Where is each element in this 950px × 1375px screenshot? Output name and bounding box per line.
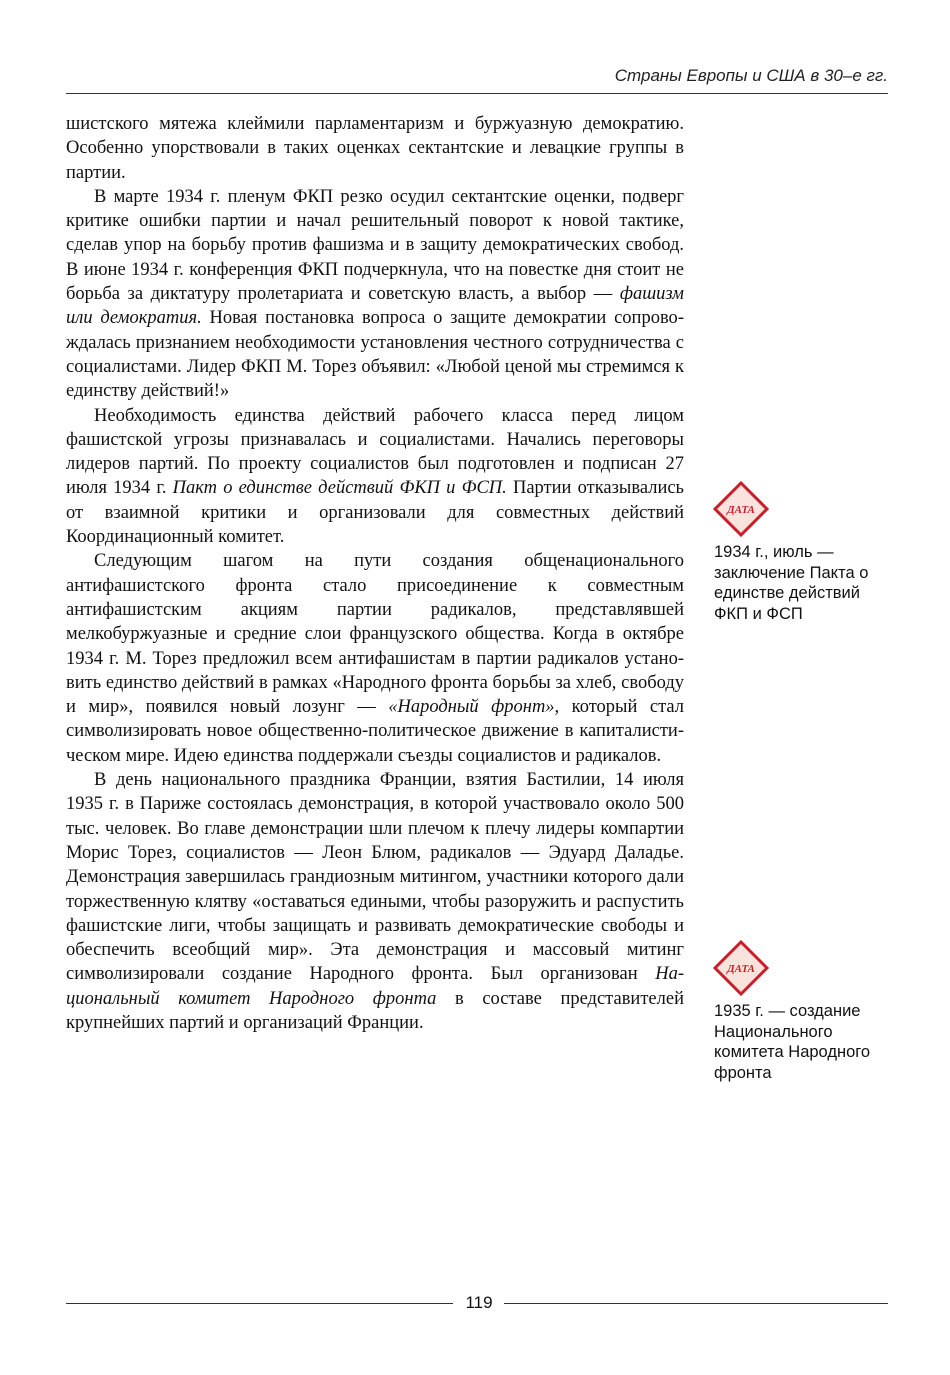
emphasis-text: фашизм или демократия. (66, 284, 684, 329)
paragraph-text: шистского мятежа клеймили парламентаризм и буржуазную демократию. Особенно упорствовали в таких оценках сектантские и левацкие группы в партии. (66, 114, 684, 183)
paragraph-4 (66, 549, 684, 768)
footer-rule-left (66, 1303, 453, 1304)
paragraph-text: В марте 1934 г. пленум ФКП резко осудил сектантские оценки, подверг критике ошибки партии и начал решительный поворот к новой тактике, сделав упор на борьбу против фашизма и в защиту демократических свобод. В июне 1934 г. конференция ФКП подчеркнула, что на повестке дня стоит не борьба за диктатуру пролетариата и советскую власть, а выбор — (66, 186, 684, 305)
paragraph-1 (66, 112, 684, 185)
paragraph-text: Новая постановка вопроса о защите демократии сопровождалась признанием необходимости установления честного сотрудничества с социалистами. Лидер ФКП М. Торез объявил: «Любой ценой мы стремимся к единству действий!» (66, 308, 684, 402)
paragraph-text: Необходимость единства действий рабочего класса перед лицом фашистской угрозы признавалась и социалистами. Начались переговоры лидеров партий. По проекту социалистов был подготовлен и подписан 27 июля 1934 г. (66, 405, 684, 499)
date-badge-label: ДАТА (727, 504, 755, 516)
emphasis-text: Национальный комитет Народного фронта (66, 964, 684, 1009)
paragraph-2 (66, 185, 684, 404)
date-badge-label: ДАТА (727, 963, 755, 975)
paragraph-text: Партии отказывались от взаимной критики и организовали для совместных действий Координационный комитет. (66, 478, 684, 548)
page-footer (66, 1292, 888, 1314)
paragraph-3 (66, 404, 684, 550)
paragraph-text: в составе представителей крупнейших партий и организаций Франции. (66, 988, 684, 1033)
margin-note-text: 1934 г., июль — заключение Пакта о единстве действий ФКП и ФСП (714, 543, 869, 623)
header-rule (66, 93, 888, 94)
margin-note-1 (714, 480, 894, 624)
paragraph-5 (66, 768, 684, 1035)
date-badge-icon (712, 480, 770, 538)
paragraph-text: В день национального праздника Франции, взятия Бастилии, 14 июля 1935 г. в Париже состоялась демонстрация, в которой участвовало около 500 тыс. человек. Во главе демонстрации шли плечом к плечу лидеры компартии Морис Торез, социалистов — Леон Блюм, радикалов — Эдуард Даладье. Демонстрация завершилась грандиозным митингом, участники которого дали торжественную клятву «оставаться едиными, чтобы разоружить и распустить фашистские лиги, чтобы защищать и развивать демократические свободы и обеспечить всеобщий мир». Эта демонстрация и массовый митинг символизировали создание Народного фронта. Был организован (66, 770, 684, 985)
emphasis-text: Пакт о единстве действий ФКП и ФСП. (172, 478, 507, 499)
emphasis-text: «Народный фронт», (388, 697, 560, 718)
paragraph-text: Следующим шагом на пути создания общенационального антифашистского фронта стало присоединение к совместным антифашистским акциям партии радикалов, представлявшей мелкобуржуазные и средние слои французского общества. Когда в октябре 1934 г. М. Торез предложил всем антифашистам в партии радикалов установить единство действий в рамках «Народного фронта борьбы за хлеб, свободу и мир», появился новый лозунг — (66, 551, 684, 718)
paragraph-text: который стал символизировать новое общественно-политическое движение в капиталистическом мире. Идею единства поддержали съезды социалистов и радикалов. (66, 697, 684, 766)
body-text (66, 112, 684, 1035)
date-badge-icon (712, 939, 770, 997)
page-number: 119 (465, 1293, 493, 1312)
margin-note-text: 1935 г. — создание Национального комитета Народного фронта (714, 1002, 871, 1082)
margin-note-2 (714, 939, 894, 1083)
running-head: Страны Европы и США в 30–е гг. (614, 66, 888, 85)
footer-rule-right (504, 1303, 888, 1304)
